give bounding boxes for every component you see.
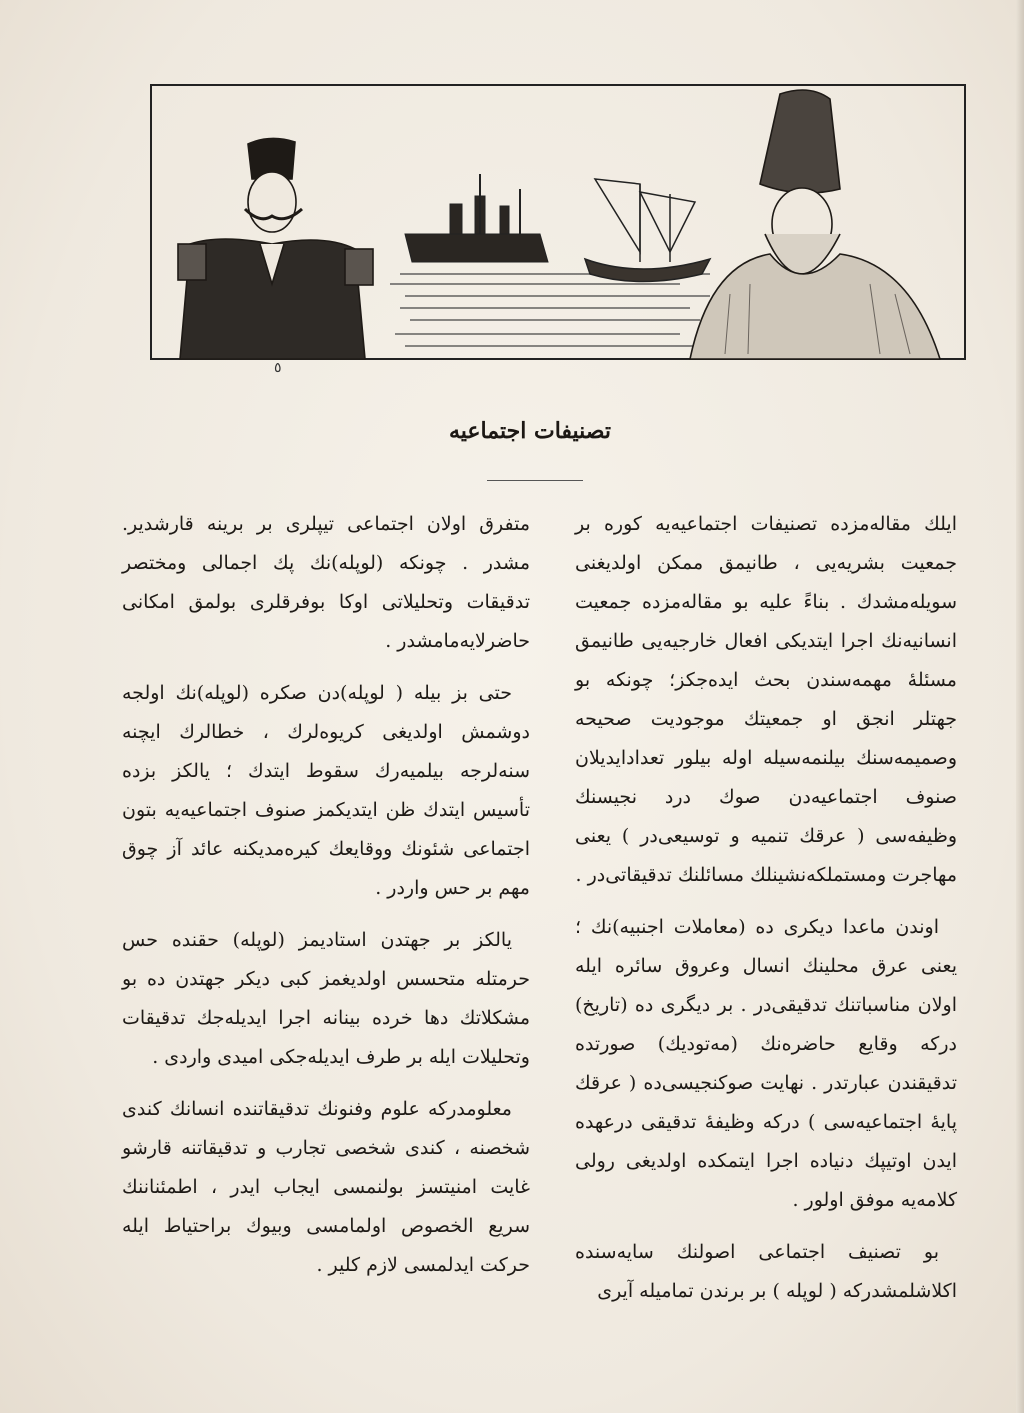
- paragraph: معلومدركه علوم وفنونك تدقیقاتنده انسانك كندی شخصنه ، كندی شخصی تجارب و تدقیقاتنه قارشو غایت امنیتسز بولنمسی ایجاب ایدر ، اطمئناننك سریع الخصوص اولمامسی وبیوك براحتیاط ایله حركت ایدلمسی لازم كلیر .: [122, 1098, 530, 1276]
- sea-lines: [390, 274, 710, 346]
- paragraph: ایلك مقاله‌مزده تصنیفات اجتماعیه‌یه كوره بر جمعیت بشریه‌یی ، طانیمق ممكن اولدیغنی سویله‌مشدك . بناءً علیه بو مقاله‌مزده جمعیت انسانیه‌نك اجرا ایتدیكی افعال خارجیه‌یی طانیمق مسئله‌ٔ مهمه‌سندن بحث ایده‌جكز؛ چونكه بو جهتلر انجق او جمعیتك موجودیت صحیحه وصمیمه‌سنك بیلنمه‌سیله اوله بیلور تعدادایدیلان صنوف اجتماعیه‌دن صوك درد نجیسنك وظیفه‌سی ( عرقك تنمیه و توسیعی‌در ) یعنی مهاجرت ومستملكه‌نشینلك مسائلنك تدقیقاتی‌در .: [575, 513, 957, 886]
- warship: [405, 174, 548, 262]
- sailing-ship: [585, 179, 710, 282]
- paragraph: یالكز بر جهتدن استادیمز (لوپله) حقنده حس حرمتله متحسس اولدیغمز كبی دیكر جهتدن ده بو مشكلاتك دها خرده بینانه اجرا ایدیله‌جك تدقیقات وتحلیلات ایله بر طرف ایدیله‌جكی امیدی واردی .: [122, 929, 530, 1068]
- elder-figure: [690, 90, 940, 359]
- header-illustration: [150, 84, 966, 366]
- paragraph: متفرق اولان اجتماعی تیپلری بر برینه قارشدیر. مشدر . چونكه (لوپله)نك پك اجمالی ومختصر تدقیقات وتحلیلاتی اوكا بوفرقلری بولمق امكانی حاضرلایه‌مامشدر .: [122, 513, 530, 652]
- title-divider: [487, 480, 583, 481]
- paragraph: بو تصنیف اجتماعی اصولنك سایه‌سنده اكلاشلمشدركه ( لوپله ) بر برندن تماميله آیری: [575, 1241, 957, 1302]
- left-text-column: [122, 505, 530, 1298]
- page-edge: [1016, 0, 1024, 1413]
- plate-mark: ٥: [274, 360, 282, 376]
- article-title: تصنیفات اجتماعیه: [448, 418, 611, 444]
- engraving-figure: [150, 84, 966, 366]
- paragraph: اوندن ماعدا دیكری ده (معاملات اجنبیه)نك ؛ یعنی عرق محلینك انسال وعروق سائره ایله اولان مناسباتنك تدقیقی‌در . بر دیگری ده (تاریخ) دركه وقایع حاضره‌نك (مه‌تودیك) صورتده تدقیقندن عبارتدر . نهایت صوكنجیسی‌ده ( عرقك پایهٔ اجتماعیه‌سی ) دركه وظیفهٔ تدقیقی درعهده ایدن اوتیپك دنیاده اجرا ایتمكده اولدیغی رولی كلامه‌یه موفق اولور .: [575, 916, 957, 1211]
- right-text-column: [575, 505, 957, 1324]
- paragraph: حتی بز بیله ( لوپله)دن صكره (لوپله)نك اولجه دوشمش اولدیغی كریوه‌لرك ، خطالرك ایچنه سنه‌لرجه بیلمیه‌رك سقوط ایتدك ؛ یالكز بزده تأسیس ایتدك ظن ایتدیكمز صنوف اجتماعیه‌یه بتون اجتماعی شئونك ووقایعك كیره‌مدیكنه عائد آز چوق مهم بر حس واردر .: [122, 682, 530, 899]
- officer-figure: [178, 138, 373, 359]
